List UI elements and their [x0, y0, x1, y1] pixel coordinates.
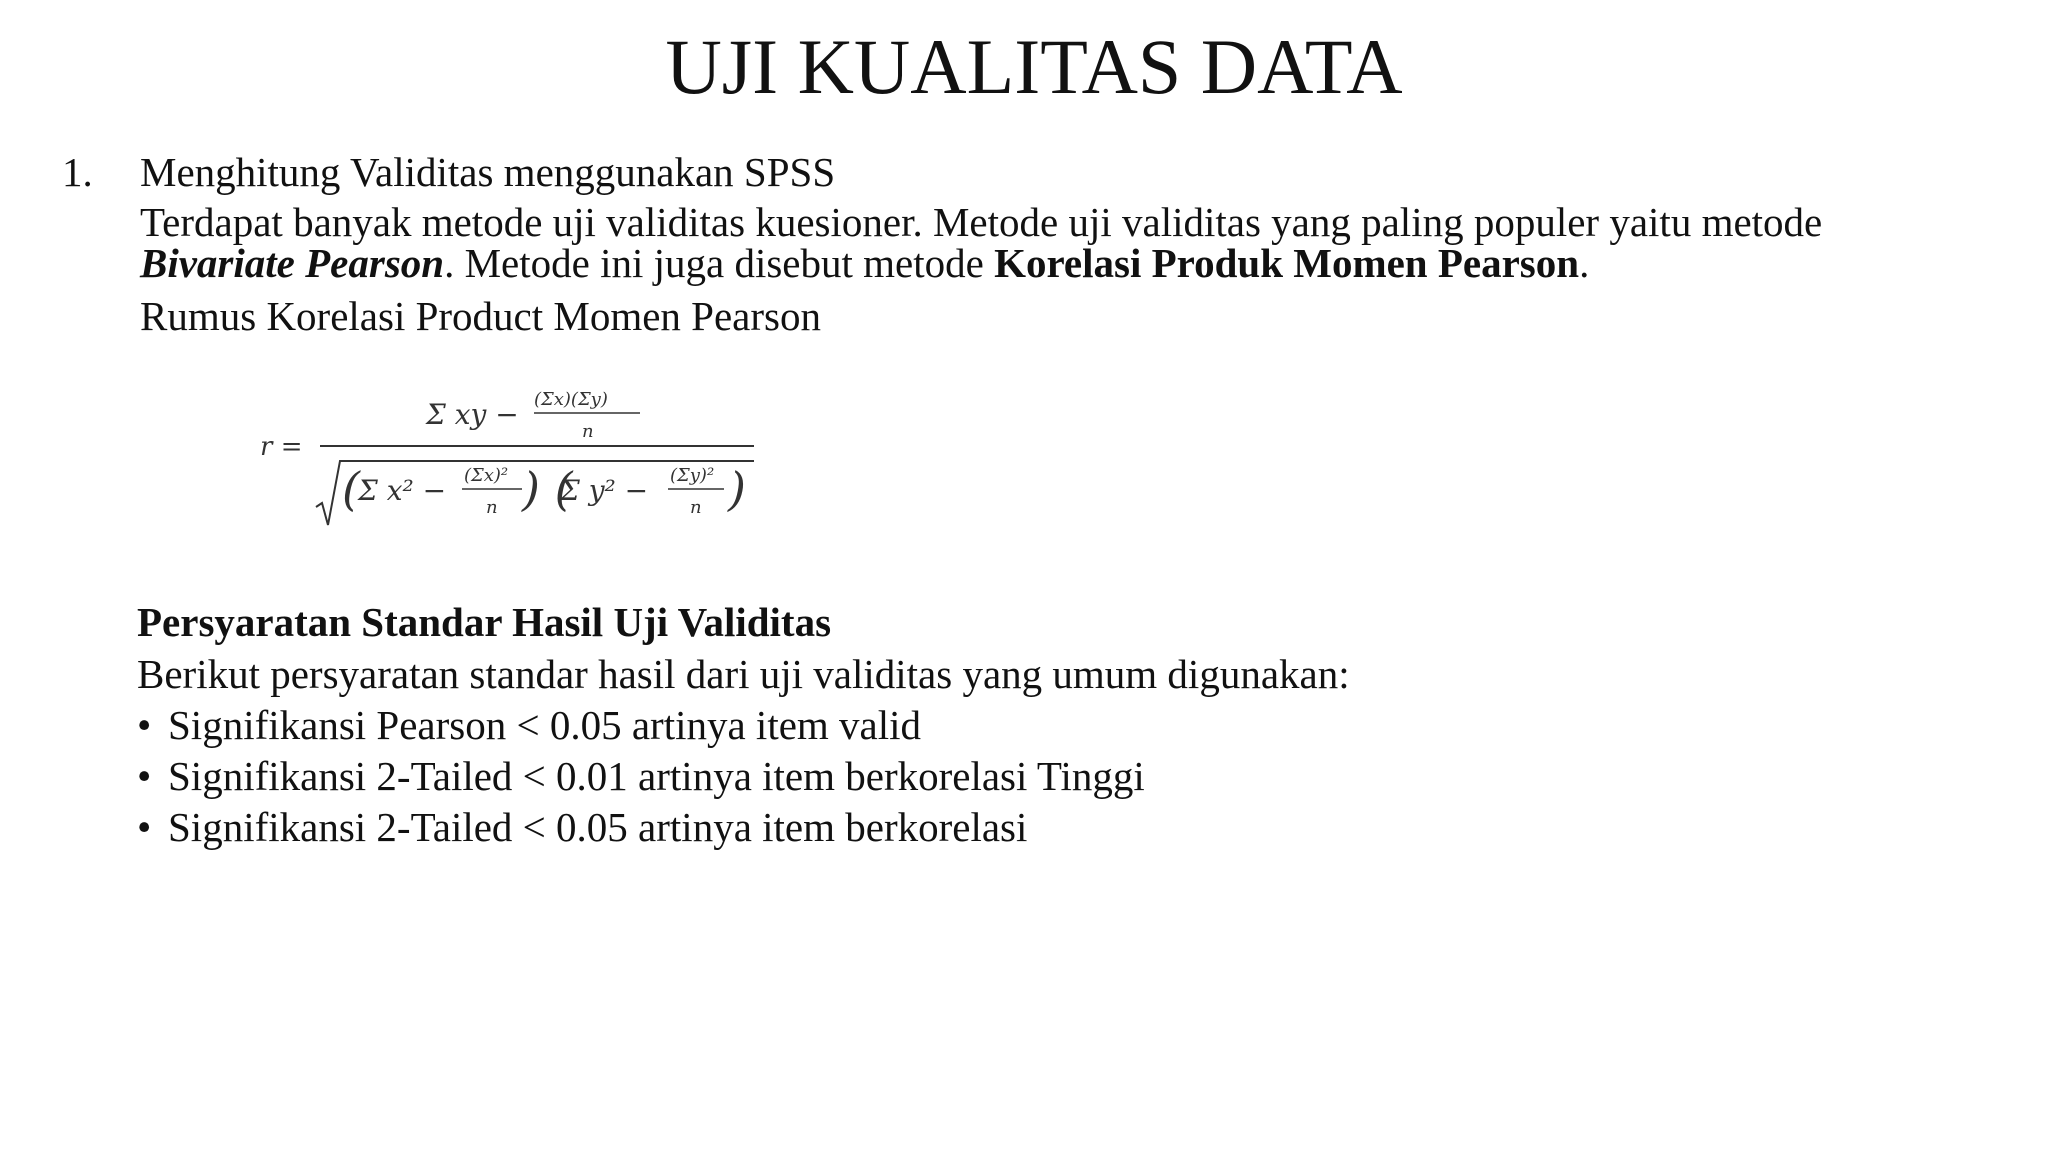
formula-den-frac-y-bottom: n [690, 497, 702, 518]
formula-caption: Rumus Korelasi Product Momen Pearson [140, 293, 821, 339]
requirements-heading: Persyaratan Standar Hasil Uji Validitas [137, 599, 832, 645]
formula-den-open: ( [342, 462, 360, 516]
pearson-formula [258, 375, 758, 535]
paragraph-text-1: Terdapat banyak metode uji validitas kuesioner. Metode uji validitas yang paling populer yaitu metode [140, 199, 1823, 245]
formula-den-frac-x-top: (Σx)² [464, 465, 509, 486]
paragraph-emphasis-korelasi: Korelasi Produk Momen Pearson [994, 240, 1580, 286]
bullet-icon: • [137, 804, 152, 850]
intro-paragraph [140, 199, 1940, 286]
formula-den-close: ) [728, 462, 746, 516]
list-item-text: Signifikansi Pearson < 0.05 artinya item valid [168, 702, 922, 748]
list-item-text: Signifikansi 2-Tailed < 0.01 artinya item berkorelasi Tinggi [168, 753, 1145, 799]
requirements-list [137, 703, 1145, 856]
formula-numerator-frac-bottom: n [582, 421, 594, 442]
list-item [137, 754, 1145, 798]
bullet-icon: • [137, 702, 152, 748]
list-number: 1. [62, 149, 93, 195]
bullet-icon: • [137, 753, 152, 799]
paragraph-text-2: . Metode ini juga disebut metode [444, 240, 995, 286]
formula-den-close-open: ) ( [522, 462, 573, 516]
list-item-text: Signifikansi 2-Tailed < 0.05 artinya item berkorelasi [168, 804, 1028, 850]
paragraph-emphasis-bivariate: Bivariate Pearson [140, 240, 445, 286]
slide-title: UJI KUALITAS DATA [665, 23, 1403, 110]
paragraph-text-3: . [1579, 240, 1590, 286]
formula-den-frac-y-top: (Σy)² [670, 465, 715, 486]
formula-lhs: r = [260, 432, 303, 462]
item-heading: Menghitung Validitas menggunakan SPSS [140, 149, 836, 195]
list-item [137, 805, 1145, 849]
formula-den-frac-x-bottom: n [486, 497, 498, 518]
formula-numerator-sum: Σ xy − [426, 398, 519, 431]
list-item [137, 703, 1145, 747]
formula-den-sum-x: Σ x² − [358, 474, 447, 507]
formula-den-sum-y: Σ y² − [560, 474, 649, 507]
requirements-intro: Berikut persyaratan standar hasil dari uji validitas yang umum digunakan: [137, 651, 1350, 697]
formula-numerator-frac-top: (Σx)(Σy) [534, 389, 608, 410]
